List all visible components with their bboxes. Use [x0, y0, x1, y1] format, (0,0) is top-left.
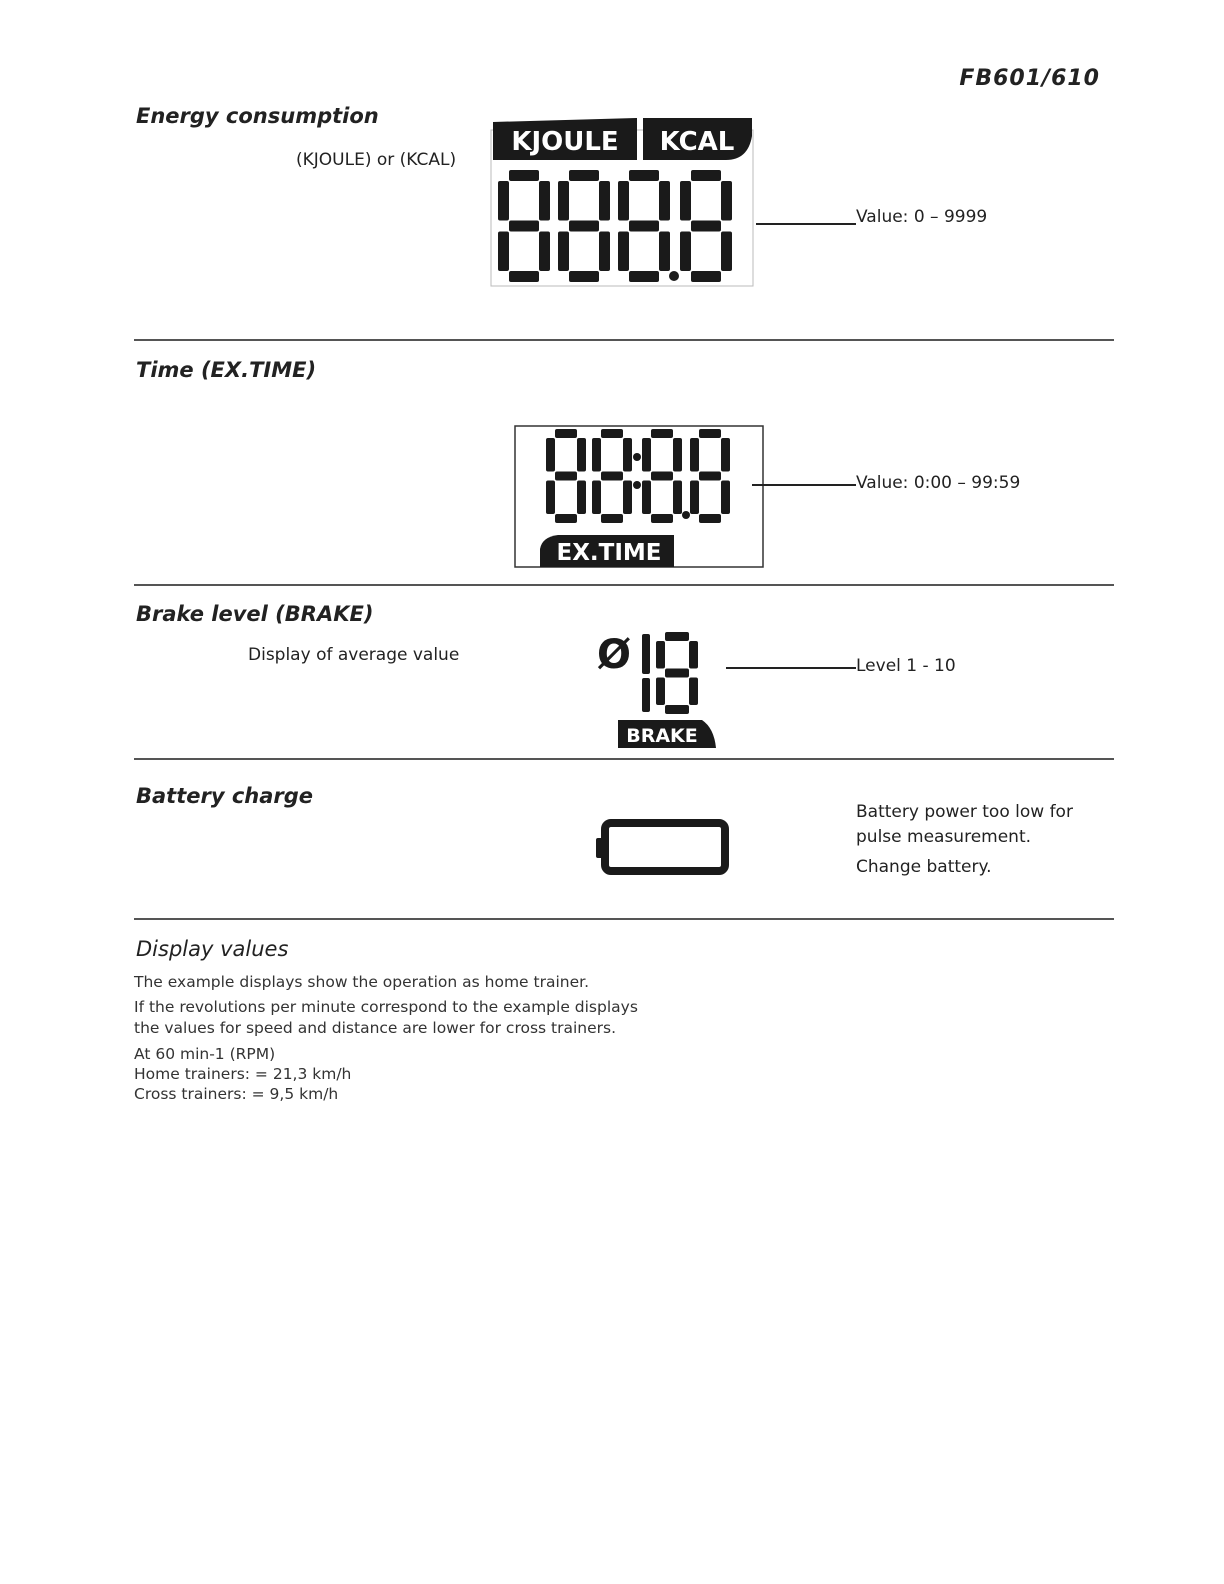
lcd-segment [509, 221, 539, 232]
lcd-segment [601, 472, 623, 481]
lcd-segment [558, 181, 569, 221]
lcd-segment [673, 438, 682, 472]
lcd-segment [721, 181, 732, 221]
extime-label: EX.TIME [556, 540, 662, 566]
lcd-segment [680, 232, 691, 272]
lcd-segment [665, 705, 689, 714]
lcd-segment [629, 170, 659, 181]
display-values-line-2: If the revolutions per minute correspond to the example displays [134, 998, 638, 1016]
lcd-segment [690, 481, 699, 515]
lcd-segment [555, 472, 577, 481]
lcd-segment [558, 232, 569, 272]
time-lcd-display [514, 425, 764, 569]
lcd-segment [555, 429, 577, 438]
lcd-segment [577, 438, 586, 472]
lcd-segment [539, 181, 550, 221]
lcd-dot [669, 271, 679, 281]
divider [134, 918, 1114, 920]
lcd-dot [633, 481, 641, 489]
lcd-segment [592, 481, 601, 515]
lcd-segment [651, 429, 673, 438]
brake-lcd-display [594, 628, 724, 752]
brake-seven-segment-digits [642, 632, 698, 714]
lcd-segment [651, 514, 673, 523]
lcd-segment [656, 678, 665, 706]
lcd-segment [569, 170, 599, 181]
lcd-segment [618, 181, 629, 221]
lcd-segment [509, 271, 539, 282]
divider [134, 339, 1114, 341]
lcd-segment [623, 438, 632, 472]
lcd-segment [691, 271, 721, 282]
lcd-segment [699, 472, 721, 481]
lcd-segment [599, 181, 610, 221]
lcd-segment [592, 438, 601, 472]
lcd-segment [569, 271, 599, 282]
kcal-label: KCAL [659, 127, 735, 157]
lcd-segment [642, 678, 650, 712]
lcd-segment [629, 271, 659, 282]
energy-subtitle: (KJOULE) or (KCAL) [296, 150, 457, 170]
time-leader-line [752, 484, 856, 486]
battery-section-title: Battery charge [136, 784, 314, 808]
lcd-segment [623, 481, 632, 515]
model-number: FB601/610 [959, 66, 1100, 91]
lcd-segment [691, 170, 721, 181]
battery-note-line-2: pulse measurement. [856, 827, 1032, 847]
lcd-segment [539, 232, 550, 272]
average-symbol: Ø [596, 632, 632, 678]
lcd-segment [498, 232, 509, 272]
time-section-title: Time (EX.TIME) [136, 358, 317, 382]
display-values-line-4: At 60 min-1 (RPM) [134, 1045, 276, 1063]
lcd-segment [665, 632, 689, 641]
lcd-segment [689, 641, 698, 669]
display-values-line-3: the values for speed and distance are lower for cross trainers. [134, 1019, 617, 1037]
time-seven-segment-digits [546, 429, 730, 523]
battery-note-line-3: Change battery. [856, 857, 992, 877]
lcd-segment [673, 481, 682, 515]
energy-lcd-display [490, 116, 754, 288]
divider [134, 584, 1114, 586]
kjoule-label: KJOULE [511, 127, 619, 157]
lcd-segment [601, 514, 623, 523]
lcd-segment [659, 232, 670, 272]
lcd-segment [680, 181, 691, 221]
lcd-segment [546, 481, 555, 515]
lcd-segment [721, 438, 730, 472]
lcd-dot [633, 453, 641, 461]
lcd-segment [569, 221, 599, 232]
lcd-segment [689, 678, 698, 706]
lcd-segment [651, 472, 673, 481]
lcd-segment [659, 181, 670, 221]
brake-section-title: Brake level (BRAKE) [136, 602, 374, 626]
lcd-segment [555, 514, 577, 523]
brake-range: Level 1 - 10 [856, 656, 956, 676]
lcd-segment [665, 669, 689, 678]
energy-seven-segment-digits [498, 170, 732, 282]
lcd-segment [618, 232, 629, 272]
display-values-line-5: Home trainers: = 21,3 km/h [134, 1065, 352, 1083]
lcd-segment [656, 641, 665, 669]
display-values-line-1: The example displays show the operation as home trainer. [134, 973, 589, 991]
lcd-segment [721, 481, 730, 515]
brake-subtitle: Display of average value [248, 645, 460, 665]
lcd-segment [601, 429, 623, 438]
energy-range: Value: 0 – 9999 [856, 207, 988, 227]
battery-note-line-1: Battery power too low for [856, 802, 1073, 822]
lcd-segment [721, 232, 732, 272]
lcd-dot [682, 511, 690, 519]
display-values-line-6: Cross trainers: = 9,5 km/h [134, 1085, 339, 1103]
lcd-segment [699, 429, 721, 438]
brake-leader-line [726, 667, 856, 669]
lcd-segment [509, 170, 539, 181]
lcd-segment [642, 634, 650, 674]
brake-label: BRAKE [626, 725, 698, 747]
divider [134, 758, 1114, 760]
lcd-segment [699, 514, 721, 523]
lcd-segment [577, 481, 586, 515]
display-values-title: Display values [136, 937, 289, 961]
time-range: Value: 0:00 – 99:59 [856, 473, 1021, 493]
lcd-segment [642, 438, 651, 472]
lcd-segment [629, 221, 659, 232]
lcd-segment [546, 438, 555, 472]
lcd-segment [691, 221, 721, 232]
energy-leader-line [756, 223, 856, 225]
lcd-segment [642, 481, 651, 515]
lcd-segment [498, 181, 509, 221]
battery-icon [594, 818, 734, 878]
lcd-segment [690, 438, 699, 472]
lcd-segment [599, 232, 610, 272]
energy-section-title: Energy consumption [136, 104, 379, 128]
